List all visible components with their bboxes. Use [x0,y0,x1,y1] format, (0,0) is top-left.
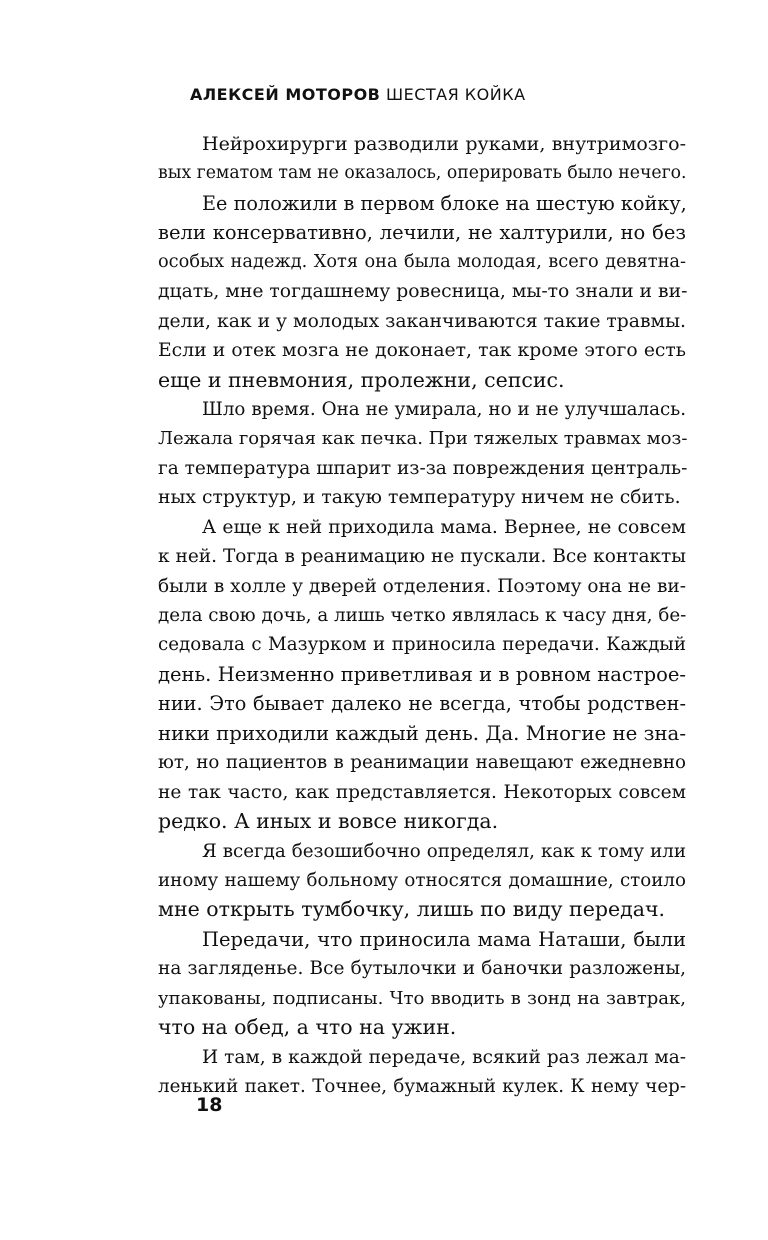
text-line: дели, как и у молодых заканчиваются такие травмы. [158,310,686,332]
text-line: редко. А иных и вовсе никогда. [158,809,499,834]
text-line: А еще к ней приходила мама. Вернее, не совсем [202,516,686,538]
text-line: дела свою дочь, а лишь четко являлась к часу дня, бе- [158,605,687,626]
body-text [158,130,686,1101]
text-line: Передачи, что приносила мама Наташи, были [202,927,686,951]
text-line: были в холле у дверей отделения. Поэтому она не ви- [158,575,686,597]
text-line: Нейрохирурги разводили руками, внутримозго- [202,133,686,155]
text-line: вых гематом там не оказалось, оперировать было нечего. [158,163,687,184]
text-line: что на обед, а что на ужин. [158,1015,457,1040]
text-line: И там, в каждой передаче, всякий раз лежал ма- [202,1046,686,1068]
text-line: не так часто, как представляется. Некоторых совсем [158,781,686,803]
text-line: Лежала горячая как печка. При тяжелых травмах моз- [158,428,688,450]
text-line: Если и отек мозга не доконает, так кроме этого есть [158,340,686,362]
text-line: Ее положили в первом блоке на шестую койку, [202,191,687,215]
text-line: нии. Это бывает далеко не всегда, чтобы родствен- [158,692,686,716]
text-line: особых надежд. Хотя она была молодая, всего девятна- [158,251,686,272]
text-line: ленький пакет. Точнее, бумажный кулек. К нему чер- [158,1076,686,1097]
running-head [190,85,526,104]
text-line: к ней. Тогда в реанимацию не пускали. Все контакты [158,546,686,568]
text-line: вели консервативно, лечили, не халтурили, но без [158,221,686,245]
text-line: дцать, мне тогдашнему ровесница, мы-то знали и ви- [158,281,688,303]
page-number: 18 [196,1094,223,1116]
text-line: ники приходили каждый день. Да. Многие не зна- [158,721,687,745]
text-line: упакованы, подписаны. Что вводить в зонд на завтрак, [158,987,686,1009]
text-line: иному нашему больному относятся домашние, стоило [158,869,686,891]
text-line: на загляденье. Все бутылочки и баночки разложены, [158,958,686,980]
author-name: АЛЕКСЕЙ МОТОРОВ [190,85,381,104]
text-line: ют, но пациентов в реанимации навещают ежедневно [158,752,686,774]
text-line: мне открыть тумбочку, лишь по виду передач. [158,897,666,922]
text-line: Я всегда безошибочно определял, как к тому или [202,840,686,862]
text-line: еще и пневмония, пролежни, сепсис. [158,367,565,392]
text-line: ных структур, и такую температуру ничем не сбить. [158,487,681,509]
text-line: день. Неизменно приветливая и в ровном настрое- [158,662,686,686]
text-line: Шло время. Она не умирала, но и не улучшалась. [202,398,686,420]
book-title: ШЕСТАЯ КОЙКА [385,85,526,104]
text-line: седовала с Мазурком и приносила передачи. Каждый [158,634,686,656]
text-line: га температура шпарит из-за повреждения централь- [158,457,688,479]
